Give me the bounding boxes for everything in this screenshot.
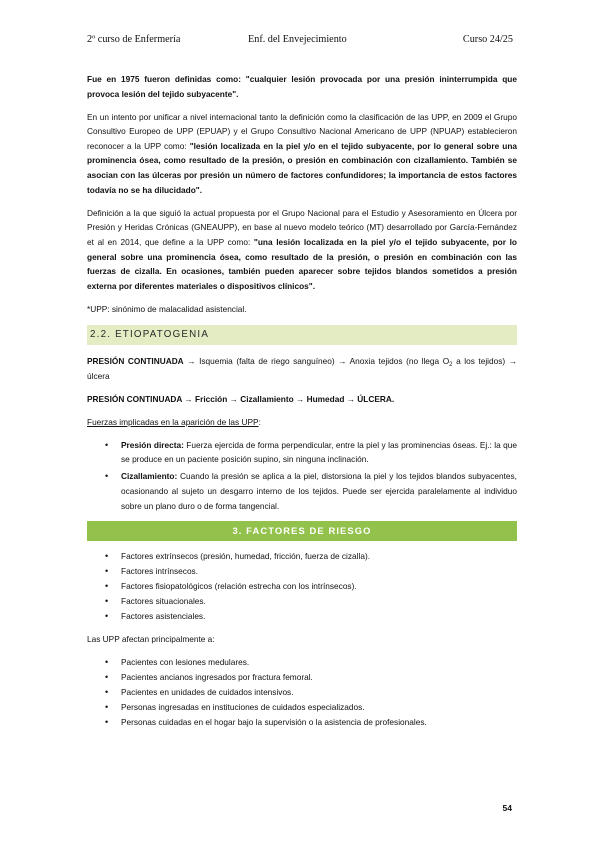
intro-p2-quote: "lesión localizada en la piel y/o en el tejido subyacente, por lo general sobre una prominencia ósea, como resultado de la presión, o presión en combinación con cizallamiento. También se asocian con las úlceras por presión un número de factores confundidores; la importancia de estos factores todavía no se ha dilucidado".: [87, 140, 518, 195]
intro-p3-text: Definición a la que siguió la actual propuesta por el Grupo Nacional para el Estudio y Asesoramiento en Úlcera por Presión y Heridas Crónicas (GNEAUPP), en base al nuevo modelo teórico (MT) desarrollado por García-Fernández et al en 2014, que define a la UPP como:: [87, 207, 517, 247]
header-subject: Enf. del Envejecimiento: [248, 34, 347, 45]
forces-heading: Fuerzas implicadas en la aparición de las UPP: [87, 416, 259, 427]
list-item-factor: • Factores asistenciales.: [87, 609, 517, 624]
force-label: Presión directa:: [121, 439, 184, 450]
list-item-force: [87, 469, 517, 513]
forces-heading-colon: :: [258, 416, 261, 427]
pathway-1-steps-a: → Isquemia (falta de riego sanguíneo) → Anoxia tejidos (no llega O: [183, 355, 450, 366]
header-course: 2º curso de Enfermería: [87, 34, 181, 45]
intro-paragraph-1: [87, 72, 517, 101]
force-text: Cuando la presión se aplica a la piel, distorsiona la piel y los tejidos blandos subyacentes, ocasionando al sujeto un desgarro interno de los tejidos. Puede ser ejercida paralelamente al individuo sobre un plano duro o de forma tangencial.: [121, 471, 517, 511]
oxygen-subscript: 2: [449, 361, 453, 368]
intro-paragraph-3: [87, 206, 517, 294]
pathway-line-1: [87, 354, 517, 383]
upp-synonym-note: *UPP: sinónimo de malacalidad asistencial.: [87, 303, 247, 314]
forces-heading-line: [87, 415, 517, 430]
list-item-factor: • Factores situacionales.: [87, 594, 517, 609]
intro-definition-1975: Fue en 1975 fueron definidas como: "cualquier lesión provocada por una presión ininterrumpida que provoca lesión del tejido subyacente".: [87, 74, 517, 99]
pathway-1-steps-b: a los tejidos) → úlcera: [87, 355, 518, 381]
affected-list: [87, 655, 517, 730]
list-item-affected: • Pacientes ancianos ingresados por fractura femoral.: [87, 670, 517, 685]
intro-paragraph-4: [87, 302, 517, 317]
section-heading-etiopatogenia: 2.2. ETIOPATOGENIA: [87, 325, 517, 345]
page-header: [87, 34, 513, 50]
intro-p3-quote: "una lesión localizada en la piel y/o el tejido subyacente, por lo general sobre una prominencia ósea, como resultado de la presión, o presión en combinación con las fuerzas de cizalla. En ocasiones, también pueden aparecer sobre tejidos blandos sometidos a presión externa por diferentes materiales o dispositivos clínicos".: [87, 236, 517, 291]
list-item-factor: • Factores intrínsecos.: [87, 564, 517, 579]
page-content: [87, 72, 517, 737]
pathway-1-start: PRESIÓN CONTINUADA: [87, 355, 184, 366]
list-item-factor: • Factores fisiopatológicos (relación estrecha con los intrínsecos).: [87, 579, 517, 594]
force-text: Fuerza ejercida de forma perpendicular, entre la piel y las prominencias óseas. Ej.: la que se produce en un paciente posición supino, sin ninguna inclinación.: [121, 439, 517, 465]
intro-p2-text: En un intento por unificar a nivel internacional tanto la definición como la clasificación de las UPP, en 2009 el Grupo Consultivo Europeo de UPP (EPUAP) y el Grupo Consultivo Nacional Americano de UPP (NPUAP) establecieron reconocer a la UPP como:: [87, 111, 517, 151]
list-item-affected: • Personas cuidadas en el hogar bajo la supervisión o la asistencia de profesionales.: [87, 715, 517, 730]
pathway-line-2: PRESIÓN CONTINUADA → Fricción → Cizallamiento → Humedad → ÚLCERA.: [87, 393, 395, 404]
list-item-affected: • Personas ingresadas en instituciones de cuidados especializados.: [87, 700, 517, 715]
affected-heading: Las UPP afectan principalmente a:: [87, 633, 215, 644]
list-item-affected: • Pacientes con lesiones medulares.: [87, 655, 517, 670]
list-item-affected: • Pacientes en unidades de cuidados intensivos.: [87, 685, 517, 700]
intro-paragraph-2: [87, 110, 517, 198]
risk-factors-list: [87, 549, 517, 624]
forces-list: [87, 438, 517, 513]
page-number: 54: [502, 803, 512, 813]
header-year: Curso 24/25: [462, 34, 513, 45]
list-item-factor: • Factores extrínsecos (presión, humedad, fricción, fuerza de cizalla).: [87, 549, 517, 564]
force-label: Cizallamiento:: [121, 471, 178, 482]
list-item-force: [87, 438, 517, 467]
section-heading-factores-riesgo: 3. FACTORES DE RIESGO: [87, 521, 517, 541]
